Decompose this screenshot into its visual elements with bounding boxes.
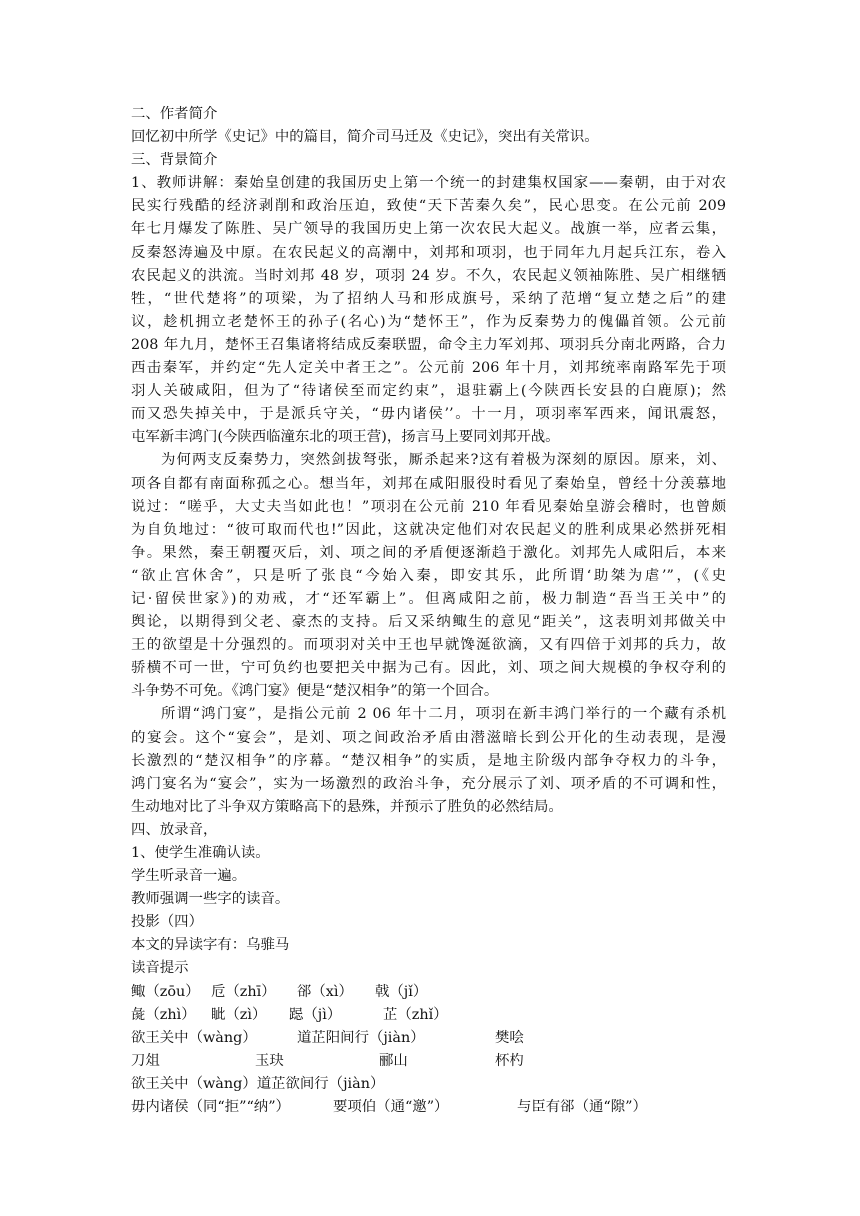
- paragraph-line: 民实行残酷的经济剥削和政治压迫，致使“天下苦秦久矣”，民心思变。在公元前 209: [131, 198, 726, 215]
- paragraph-line: 农民起义的洪流。当时刘邦 48 岁，项羽 24 岁。不久，农民起义领袖陈胜、吴广相继牺: [131, 267, 726, 284]
- section-heading-recording: 四、放录音，: [131, 821, 218, 838]
- pronunciation-item: 彘（zhì）: [131, 1006, 196, 1023]
- paragraph-line: 斗争势不可免。《鸿门宴》便是“楚汉相争”的第一个回合。: [131, 683, 499, 700]
- paragraph-line: 记·留侯世家》)的劝戒，才“还军霸上”。但离咸阳之前，极力制造“吾当王关中”的: [131, 590, 726, 607]
- pronunciation-item: 与臣有郤（通“隙”）: [517, 1099, 647, 1116]
- pronunciation-item: 跽（jì）: [289, 1006, 342, 1023]
- list-item: 1、使学生准确认读。: [131, 845, 270, 861]
- document-body: [131, 103, 726, 1119]
- paragraph-line: 屯军新丰鸿门(今陕西临潼东北的项王营)，扬言马上要同刘邦开战。: [131, 429, 560, 446]
- list-item: 投影（四）: [131, 914, 203, 931]
- paragraph-line: 羽人关破咸阳，但为了“待诸侯至而定约束”，退驻霸上(今陕西长安县的白鹿原)；然: [131, 383, 726, 400]
- pronunciation-item: 杯杓: [495, 1052, 524, 1069]
- list-item: 教师强调一些字的读音。: [131, 891, 290, 908]
- paragraph-line: 年七月爆发了陈胜、吴广领导的我国历史上第一次农民大起义。战旗一举，应者云集，: [131, 221, 726, 238]
- paragraph-line: 为何两支反秦势力，突然剑拔弩张，厮杀起来?这有着极为深刻的原因。原来，刘、: [161, 452, 726, 469]
- paragraph-line: 长激烈的“楚汉相争”的序幕。“楚汉相争”的实质，是地主阶级内部争夺权力的斗争，: [131, 752, 726, 769]
- list-item: 本文的异读字有：乌骓马: [131, 937, 290, 954]
- paragraph-line: 生动地对比了斗争双方策略高下的悬殊，并预示了胜负的必然结局。: [131, 798, 563, 815]
- pronunciation-item: 卮（zhī）: [211, 983, 276, 1000]
- background-paragraph-3: [131, 703, 726, 818]
- list-item: 学生听录音一遍。: [131, 868, 247, 885]
- recording-steps: [131, 842, 726, 981]
- pronunciation-row: [131, 1004, 726, 1027]
- pronunciation-item: 郦山: [379, 1052, 408, 1069]
- section-heading-author: 二、作者简介: [131, 106, 218, 122]
- list-item: 读音提示: [131, 960, 189, 977]
- paragraph-line: 反秦怒涛遍及中原。在农民起义的高潮中，刘邦和项羽，也于同年九月起兵江东，卷入: [131, 244, 726, 261]
- paragraph-line: 牲，“世代楚将”的项梁，为了招纳人马和形成旗号，采纳了范增“复立楚之后”的建: [131, 290, 726, 307]
- paragraph-line: 为自负地过：“彼可取而代也!”因此，这就决定他们对农民起义的胜利成果必然拼死相: [131, 521, 726, 538]
- pronunciation-item: 芷（zhǐ）: [383, 1006, 448, 1023]
- pronunciation-row: [131, 1050, 726, 1073]
- pronunciation-row: [131, 1027, 726, 1050]
- paragraph-line: 骄横不可一世，宁可负约也要把关中据为己有。因此，刘、项之间大规模的争权夺利的: [131, 660, 726, 677]
- paragraph-line: 所谓“鸿门宴”，是指公元前 2 06 年十二月，项羽在新丰鸿门举行的一个藏有杀机: [161, 706, 726, 723]
- pronunciation-item: 郤（xì）: [297, 983, 353, 1000]
- pronunciation-item: 戟（jǐ）: [375, 983, 428, 1000]
- paragraph-line: “欲止宫休舍”，只是听了张良“今始入秦，即安其乐，此所谓‘助桀为虐’”，(《史: [131, 567, 726, 584]
- paragraph-line: 说过：“嗟乎，大丈夫当如此也！”项羽在公元前 210 年看见秦始皇游会稽时，也曾颇: [131, 498, 726, 515]
- pronunciation-item: 鲰（zōu）: [131, 983, 200, 1000]
- paragraph-line: 1、教师讲解：秦始皇创建的我国历史上第一个统一的封建集权国家——秦朝，由于对农: [131, 175, 726, 192]
- pronunciation-item: 玉玦: [255, 1052, 284, 1069]
- paragraph-line: 的宴会。这个“宴会”，是刘、项之间政治矛盾由潜滋暗长到公开化的生动表现，是漫: [131, 729, 726, 746]
- pronunciation-item: 要项伯（通“邀”）: [333, 1099, 449, 1116]
- pronunciation-row: [131, 1096, 726, 1119]
- background-paragraph-1: [131, 172, 726, 449]
- paragraph-line: 西击秦军，并约定“先人定关中者王之”。公元前 206 年十月，刘邦统率南路军先于项: [131, 360, 726, 377]
- paragraph-line: 208 年九月，楚怀王召集诸将结成反秦联盟，命令主力军刘邦、项羽兵分南北两路，合力: [131, 336, 726, 353]
- pronunciation-item: 刀俎: [131, 1052, 160, 1069]
- paragraph-line: 而又恐失掉关中，于是派兵守关，“毋内诸侯’’。十一月，项羽率军西来，闻讯震怒，: [131, 406, 726, 423]
- pronunciation-item: 眦（zì）: [211, 1006, 267, 1023]
- pronunciation-item: 欲王关中（wàng）: [131, 1029, 257, 1046]
- pronunciation-row: [131, 981, 726, 1004]
- paragraph-line: 鸿门宴名为“宴会”，实为一场激烈的政治斗争，充分展示了刘、项矛盾的不可调和性，: [131, 775, 726, 792]
- paragraph-line: 争。果然，秦王朝覆灭后，刘、项之间的矛盾便逐渐趋于激化。刘邦先人咸阳后，本来: [131, 544, 726, 561]
- pronunciation-item: 毋内诸侯（同“拒”“纳”）: [131, 1099, 290, 1116]
- paragraph-line: 项各自都有南面称孤之心。想当年，刘邦在咸阳服役时看见了秦始皇，曾经十分羡慕地: [131, 475, 726, 492]
- section-heading-background: 三、背景简介: [131, 152, 218, 169]
- background-paragraph-2: [131, 449, 726, 703]
- pronunciation-item: 樊哙: [495, 1029, 524, 1046]
- paragraph-line: 王的欲望是十分强烈的。而项羽对关中王也早就馋涎欲滴，又有四倍于刘邦的兵力，故: [131, 637, 726, 654]
- pronunciation-row: 欲王关中（wàng）道芷欲间行（jiàn）: [131, 1075, 385, 1092]
- pronunciation-item: 道芷阳间行（jiàn）: [297, 1029, 425, 1046]
- paragraph-line: 议，趁机拥立老楚怀王的孙子(名心)为“楚怀王”，作为反秦势力的傀儡首领。公元前: [131, 313, 726, 330]
- author-intro-text: 回忆初中所学《史记》中的篇目，简介司马迁及《史记》，突出有关常识。: [131, 129, 599, 146]
- paragraph-line: 舆论，以期得到父老、豪杰的支持。后又采纳鲰生的意见“距关”，这表明刘邦做关中: [131, 614, 726, 631]
